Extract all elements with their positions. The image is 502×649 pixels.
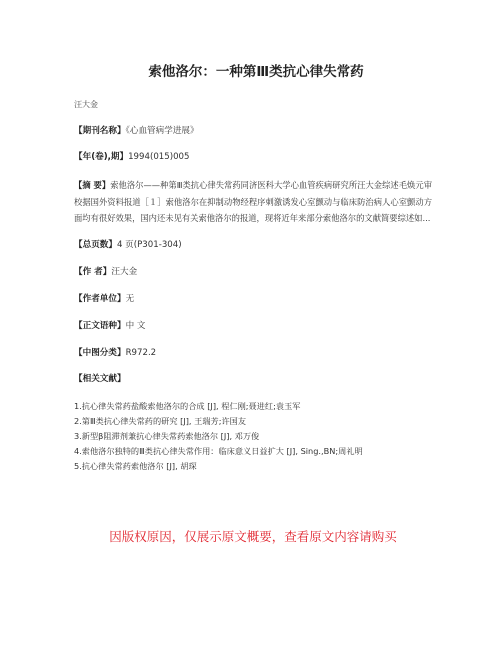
field-author-value: 汪大金 — [111, 266, 138, 277]
reference-item[interactable]: 2.第Ⅲ类抗心律失常药的研究 [J], 王瑞芳;许国友 — [74, 415, 247, 426]
related-literature-heading: 【相关文献】 — [74, 373, 126, 384]
field-pages-label: 【总页数】 — [74, 239, 117, 250]
field-pages-value: 4 页(P301-304) — [116, 239, 182, 250]
reference-item[interactable]: 3.新型β阻滞剂兼抗心律失常药索他洛尔 [J], 邓万俊 — [74, 430, 260, 441]
field-year-value: 1994(015)005 — [128, 152, 190, 162]
field-year — [74, 151, 432, 164]
reference-list — [74, 399, 432, 474]
field-classification — [74, 347, 432, 360]
field-journal-value: 《心血管病学进展》 — [125, 126, 199, 136]
field-unit-value: 无 — [125, 293, 135, 304]
field-classification-label: 【中图分类】 — [74, 347, 126, 358]
author-name: 汪大金 — [74, 100, 98, 109]
field-language — [74, 320, 432, 333]
field-language-value: 中 文 — [125, 320, 146, 331]
field-abstract — [74, 177, 432, 227]
field-unit-label: 【作者单位】 — [74, 293, 126, 304]
page-title: 索他洛尔：一种第Ⅲ类抗心律失常药 — [148, 64, 364, 80]
field-year-label: 【年(卷),期】 — [74, 152, 129, 162]
field-abstract-value: 索他洛尔——种第Ⅲ类抗心律失常药同济医科大学心血管疾病研究所汪大金综述毛焕元审校据国外资料报道［１］索他洛尔在抑制动物经程序刺激诱发心室颤动与临床防治病人心室颤动方面均有很好效果，国内还未见有关索他洛尔的报道，现将近年来部分索他洛尔的文献简要综述如... — [74, 180, 432, 223]
reference-item[interactable]: 4.索他洛尔独特的Ⅲ类抗心律失常作用：临床意义日益扩大 [J], Sing.,BN;周礼明 — [74, 445, 363, 456]
field-author-label: 【作 者】 — [74, 266, 112, 277]
field-unit — [74, 293, 432, 306]
field-author — [74, 266, 432, 279]
reference-item[interactable]: 1.抗心律失常药盐酸索他洛尔的合成 [J], 程仁刚;聂进红;袁玉军 — [74, 400, 301, 411]
field-journal — [74, 125, 432, 138]
field-journal-label: 【期刊名称】 — [74, 126, 126, 136]
field-language-label: 【正文语种】 — [74, 320, 126, 331]
reference-item[interactable]: 5.抗心律失常药索他洛尔 [J], 胡琛 — [74, 460, 197, 471]
field-abstract-label: 【摘 要】 — [74, 180, 111, 190]
copyright-notice: 因版权原因，仅展示原文概要，查看原文内容请购买 — [109, 529, 397, 544]
field-classification-value: R972.2 — [125, 347, 157, 358]
field-pages — [74, 239, 432, 252]
